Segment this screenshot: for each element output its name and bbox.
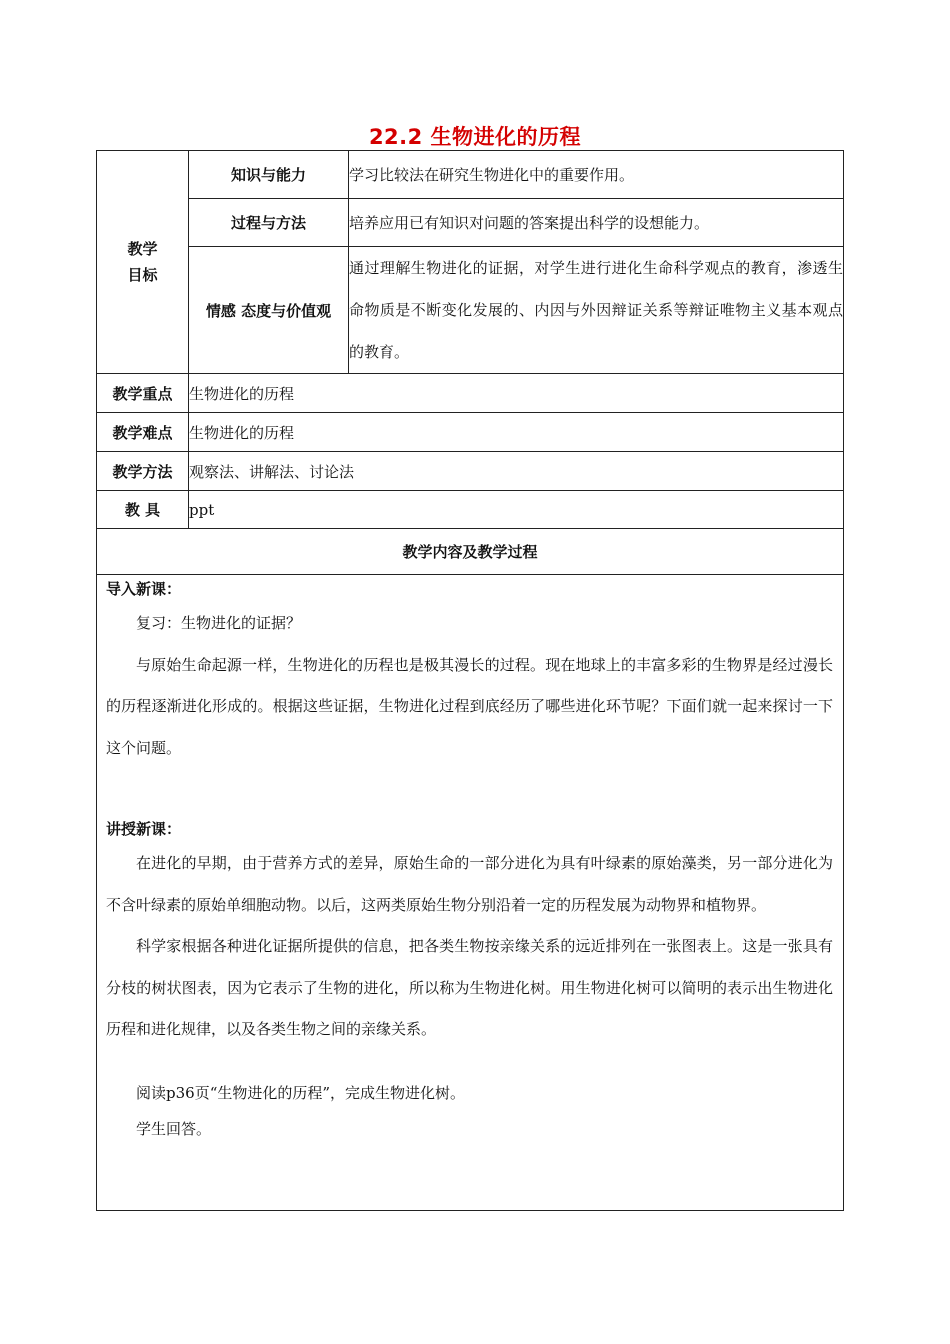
objective-text: 学习比较法在研究生物进化中的重要作用。 bbox=[349, 151, 844, 199]
info-row-difficulty bbox=[97, 413, 844, 452]
spacer bbox=[97, 769, 843, 815]
info-label: 教学重点 bbox=[97, 374, 189, 413]
lecture-paragraph: 科学家根据各种进化证据所提供的信息，把各类生物按亲缘关系的远近排列在一张图表上。这是一张具有分枝的树状图表，因为它表示了生物的进化，所以称为生物进化树。用生物进化树可以简明的表示出生物进化历程和进化规律，以及各类生物之间的亲缘关系。 bbox=[106, 937, 833, 1038]
info-value: 生物进化的历程 bbox=[189, 374, 844, 413]
info-value: ppt bbox=[189, 491, 844, 529]
intro-heading: 导入新课： bbox=[106, 580, 182, 598]
info-value: 观察法、讲解法、讨论法 bbox=[189, 452, 844, 491]
lesson-plan-table bbox=[96, 150, 844, 1211]
info-row-key-point bbox=[97, 374, 844, 413]
info-row-method bbox=[97, 452, 844, 491]
document-title: 22.2 生物进化的历程 bbox=[368, 125, 582, 149]
info-label: 教学方法 bbox=[97, 452, 189, 491]
process-content bbox=[97, 575, 844, 1211]
objective-row-knowledge bbox=[97, 151, 844, 199]
process-header: 教学内容及教学过程 bbox=[97, 529, 844, 575]
info-value: 生物进化的历程 bbox=[189, 413, 844, 452]
lecture-paragraph: 学生回答。 bbox=[136, 1119, 212, 1138]
objective-category: 过程与方法 bbox=[189, 199, 349, 247]
lecture-heading: 讲授新课： bbox=[106, 820, 182, 838]
info-label: 教学难点 bbox=[97, 413, 189, 452]
objectives-label-cell bbox=[97, 151, 189, 374]
objective-text: 通过理解生物进化的证据，对学生进行进化生命科学观点的教育，渗透生命物质是不断变化发展的、内因与外因辩证关系等辩证唯物主义基本观点的教育。 bbox=[349, 247, 844, 374]
lecture-paragraph: 在进化的早期，由于营养方式的差异，原始生命的一部分进化为具有叶绿素的原始藻类，另一部分进化为不含叶绿素的原始单细胞动物。以后，这两类原始生物分别沿着一定的历程发展为动物界和植物界。 bbox=[106, 854, 833, 914]
lecture-paragraph: 阅读p36页“生物进化的历程”，完成生物进化树。 bbox=[136, 1083, 466, 1102]
spacer bbox=[97, 1051, 843, 1075]
objective-category: 知识与能力 bbox=[189, 151, 349, 199]
objective-row-affective bbox=[97, 247, 844, 374]
process-content-row bbox=[97, 575, 844, 1211]
objective-text: 培养应用已有知识对问题的答案提出科学的设想能力。 bbox=[349, 199, 844, 247]
info-label: 教 具 bbox=[97, 491, 189, 529]
info-row-tools bbox=[97, 491, 844, 529]
objective-row-process bbox=[97, 199, 844, 247]
objectives-label: 教学目标 bbox=[127, 240, 158, 284]
process-header-row bbox=[97, 529, 844, 575]
intro-paragraph: 与原始生命起源一样，生物进化的历程也是极其漫长的过程。现在地球上的丰富多彩的生物界是经过漫长的历程逐渐进化形成的。根据这些证据，生物进化过程到底经历了哪些进化环节呢？下面们就一起来探讨一下这个问题。 bbox=[106, 655, 833, 757]
objective-category: 情感 态度与价值观 bbox=[189, 247, 349, 374]
intro-paragraph: 复习：生物进化的证据？ bbox=[136, 614, 302, 632]
